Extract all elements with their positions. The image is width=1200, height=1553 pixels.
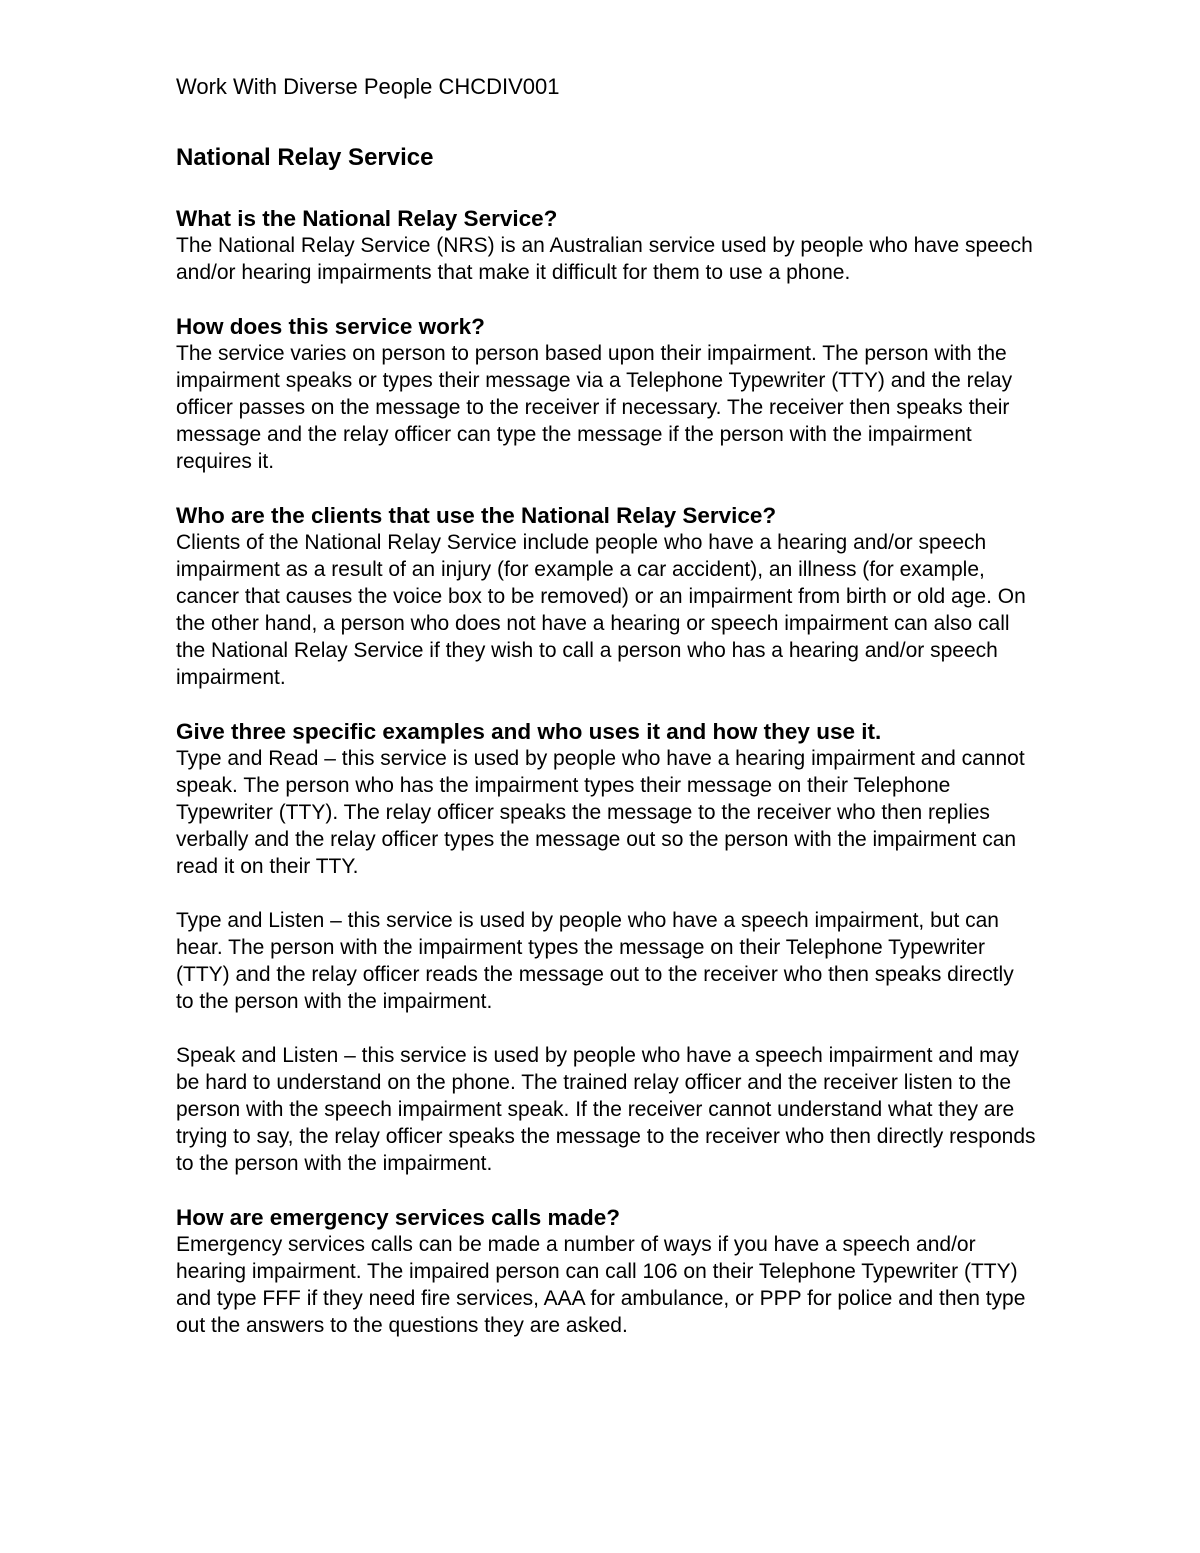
section-paragraph: The National Relay Service (NRS) is an Australian service used by people who have speech and/or hearing impairments that make it difficult for them to use a phone. (176, 234, 1033, 284)
section-emergency-calls (176, 1204, 1036, 1339)
document-body (176, 205, 1036, 1366)
section-clients (176, 502, 1036, 691)
section-heading: How are emergency services calls made? (176, 1205, 621, 1230)
document-title: National Relay Service (176, 144, 434, 171)
section-how-it-works (176, 313, 1036, 475)
section-paragraph: Clients of the National Relay Service include people who have a hearing and/or speech impairment as a result of an injury (for example a car accident), an illness (for example, cancer that causes the voice box to be removed) or an impairment from birth or old age. On the other hand, a person who does not have a hearing or speech impairment can also call the National Relay Service if they wish to call a person who has a hearing and/or speech impairment. (176, 531, 1026, 689)
example-speak-and-listen: Speak and Listen – this service is used by people who have a speech impairment and may be hard to understand on the phone. The trained relay officer and the receiver listen to the person with the speech impairment speak. If the receiver cannot understand what they are trying to say, the relay officer speaks the message to the receiver who then directly responds to the person with the impairment. (176, 1044, 1036, 1175)
section-what-is-nrs (176, 205, 1036, 286)
page-header: Work With Diverse People CHCDIV001 (176, 74, 560, 99)
section-heading: Who are the clients that use the National Relay Service? (176, 503, 777, 528)
section-paragraph: The service varies on person to person based upon their impairment. The person with the impairment speaks or types their message via a Telephone Typewriter (TTY) and the relay officer passes on the message to the receiver if necessary. The receiver then speaks their message and the relay officer can type the message if the person with the impairment requires it. (176, 342, 1013, 473)
section-heading: Give three specific examples and who uses it and how they use it. (176, 719, 882, 744)
section-examples (176, 718, 1036, 1177)
section-heading: How does this service work? (176, 314, 485, 339)
section-heading: What is the National Relay Service? (176, 206, 558, 231)
example-type-and-listen: Type and Listen – this service is used by people who have a speech impairment, but can hear. The person with the impairment types the message on their Telephone Typewriter (TTY) and the relay officer reads the message out to the receiver who then speaks directly to the person with the impairment. (176, 909, 1014, 1013)
example-type-and-read: Type and Read – this service is used by people who have a hearing impairment and cannot speak. The person who has the impairment types their message on their Telephone Typewriter (TTY). The relay officer speaks the message to the receiver who then replies verbally and the relay officer types the message out so the person with the impairment can read it on their TTY. (176, 747, 1025, 878)
section-paragraph: Emergency services calls can be made a number of ways if you have a speech and/or hearing impairment. The impaired person can call 106 on their Telephone Typewriter (TTY) and type FFF if they need fire services, AAA for ambulance, or PPP for police and then type out the answers to the questions they are asked. (176, 1233, 1026, 1337)
